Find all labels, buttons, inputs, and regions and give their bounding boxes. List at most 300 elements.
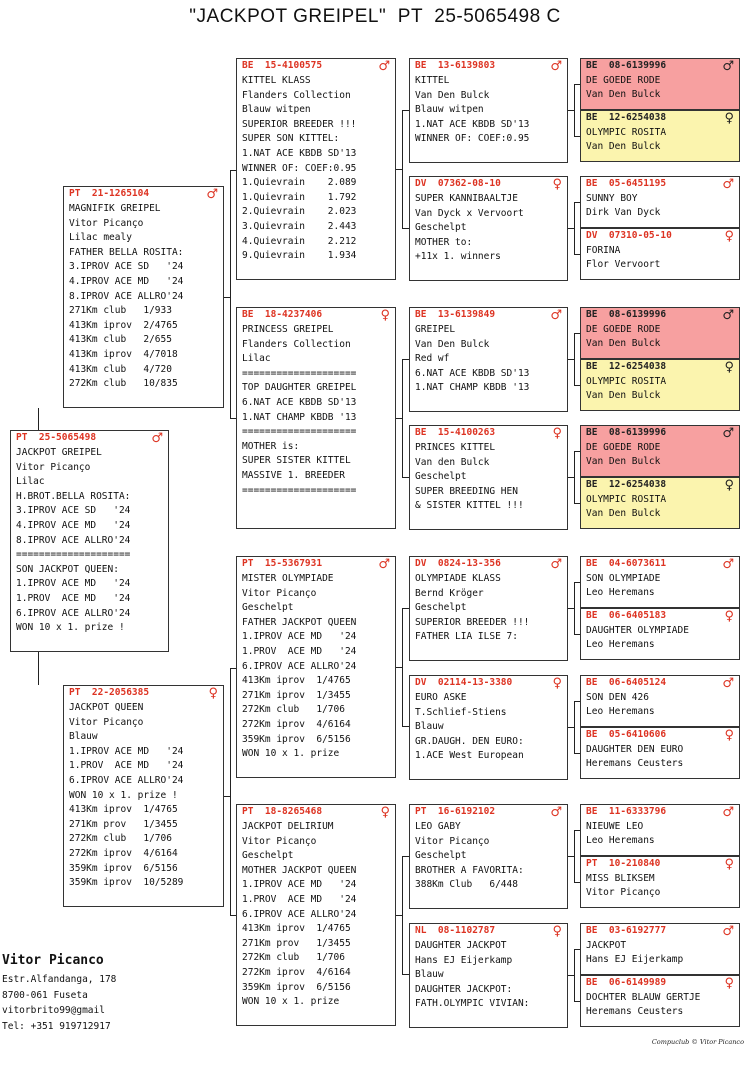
bird-info-line: Dirk Van Dyck xyxy=(586,207,661,218)
bird-card-g1 xyxy=(580,58,740,110)
male-symbol-icon: ♂ xyxy=(550,557,562,572)
bird-info-line: SUPER SISTER KITTEL xyxy=(242,455,351,467)
bird-name: DE GOEDE RODE xyxy=(586,442,661,453)
bird-info-line: ==================== xyxy=(242,426,357,438)
bird-info-line: SUPERIOR BREEDER !!! xyxy=(415,616,530,628)
female-symbol-icon: ♀ xyxy=(724,857,734,872)
ring-number: BE 13-6139849 xyxy=(415,309,496,321)
card-header xyxy=(410,59,567,74)
ring-number: BE 11-6333796 xyxy=(586,806,667,818)
bird-info-line: 2.Quievrain 2.023 xyxy=(242,206,357,218)
bird-info-line: Vitor Picanço xyxy=(242,835,317,847)
male-symbol-icon: ♂ xyxy=(722,426,734,441)
female-symbol-icon: ♀ xyxy=(724,976,734,991)
connector-line xyxy=(402,110,403,229)
bird-card-g15 xyxy=(580,923,740,975)
connector-line xyxy=(574,254,580,255)
ring-number: BE 12-6254038 xyxy=(586,361,667,373)
ring-number: BE 13-6139803 xyxy=(415,60,496,72)
female-symbol-icon: ♀ xyxy=(724,478,734,493)
card-header xyxy=(581,609,739,624)
bird-info-line: 359Km iprov 10/5289 xyxy=(69,877,184,889)
bird-info-line: WINNER OF: COEF:0.95 xyxy=(242,162,357,174)
bird-info-line: 4.IPROV ACE MD '24 xyxy=(16,519,131,531)
male-symbol-icon: ♂ xyxy=(378,557,390,572)
connector-line xyxy=(402,608,409,609)
card-header xyxy=(581,308,739,323)
female-symbol-icon: ♀ xyxy=(724,728,734,743)
bird-info-line: Flanders Collection xyxy=(242,89,351,101)
ring-number: BE 06-6405124 xyxy=(586,677,667,689)
connector-line xyxy=(402,110,409,111)
bird-info-line: Van Den Bulck xyxy=(586,390,661,401)
female-symbol-icon: ♀ xyxy=(552,676,562,691)
bird-info-line: 272Km club 1/706 xyxy=(69,833,172,845)
bird-info-line: SON JACKPOT QUEEN: xyxy=(16,563,119,575)
bird-card-g13 xyxy=(580,804,740,856)
bird-info-line: 6.NAT ACE KBDB SD'13 xyxy=(415,367,530,379)
bird-card-g9 xyxy=(580,556,740,608)
bird-name: MISS BLIKSEM xyxy=(586,873,655,884)
bird-info-line: 413Km iprov 2/4765 xyxy=(69,319,178,331)
female-symbol-icon: ♀ xyxy=(724,111,734,126)
bird-name: PRINCESS GREIPEL xyxy=(242,324,334,335)
card-header xyxy=(410,924,567,939)
bird-info-line: ==================== xyxy=(242,484,357,496)
connector-line xyxy=(574,830,575,883)
connector-line xyxy=(402,477,409,478)
bird-name: EURO ASKE xyxy=(415,692,467,703)
bird-info-line: 271Km club 1/933 xyxy=(69,305,172,317)
connector-line xyxy=(402,608,403,727)
bird-name: LEO GABY xyxy=(415,821,461,832)
bird-info-line: 271Km prov 1/3455 xyxy=(242,937,351,949)
bird-name: DAUGHTER JACKPOT xyxy=(415,940,507,951)
ring-number: DV 02114-13-3380 xyxy=(415,677,513,689)
connector-line xyxy=(402,974,409,975)
bird-info-line: 271Km prov 1/3455 xyxy=(69,818,178,830)
male-symbol-icon: ♂ xyxy=(550,308,562,323)
ring-number: PT 25-5065498 xyxy=(16,432,97,444)
bird-info-line: T.Schlief-Stiens xyxy=(415,706,507,718)
ring-number: DV 07310-05-10 xyxy=(586,230,672,242)
bird-info-line: 1.IPROV ACE MD '24 xyxy=(242,879,357,891)
bird-card-g6 xyxy=(580,359,740,411)
bird-info-line: 1.PROV ACE MD '24 xyxy=(16,592,131,604)
connector-line xyxy=(574,701,575,754)
bird-info-line: Vitor Picanço xyxy=(242,587,317,599)
card-header xyxy=(237,59,395,74)
bird-info-line: 413Km club 4/720 xyxy=(69,363,172,375)
connector-line xyxy=(574,949,580,950)
connector-line xyxy=(230,170,231,419)
bird-info-line: Van Dyck x Vervoort xyxy=(415,207,524,219)
female-symbol-icon: ♀ xyxy=(724,229,734,244)
bird-info-line: Blauw witpen xyxy=(242,104,311,116)
card-header xyxy=(581,976,739,991)
bird-card-g11 xyxy=(580,675,740,727)
bird-info-line: Bernd Kröger xyxy=(415,587,484,599)
bird-info-line: Van Den Bulck xyxy=(586,508,661,519)
ring-number: PT 16-6192102 xyxy=(415,806,496,818)
bird-info-line: GR.DAUGH. DEN EURO: xyxy=(415,735,524,747)
bird-info-line: DAUGHTER JACKPOT: xyxy=(415,983,513,995)
bird-info-line: WINNER OF: COEF:0.95 xyxy=(415,133,530,145)
connector-line xyxy=(402,359,403,478)
bird-info-line: Geschelpt xyxy=(415,222,467,234)
bird-name: DE GOEDE RODE xyxy=(586,324,661,335)
bird-info-line: 8.IPROV ACE ALLRO'24 xyxy=(69,290,184,302)
ring-number: BE 08-6139996 xyxy=(586,309,667,321)
bird-info-line: Van Den Bulck xyxy=(586,456,661,467)
ring-number: BE 03-6192777 xyxy=(586,925,667,937)
bird-info-line: Vitor Picanço xyxy=(69,217,144,229)
bird-info-line: 6.NAT ACE KBDB SD'13 xyxy=(242,396,357,408)
card-header xyxy=(581,111,739,126)
bird-info-line: 4.IPROV ACE MD '24 xyxy=(69,275,184,287)
bird-card-ds xyxy=(236,556,396,778)
card-header xyxy=(581,229,739,244)
ring-number: PT 22-2056385 xyxy=(69,687,150,699)
bird-info-line: Lilac mealy xyxy=(69,232,132,244)
connector-line xyxy=(574,1001,580,1002)
bird-info-line: Lilac xyxy=(242,353,271,365)
male-symbol-icon: ♂ xyxy=(151,431,163,446)
card-header xyxy=(581,360,739,375)
ring-number: BE 12-6254038 xyxy=(586,479,667,491)
ring-number: BE 08-6139996 xyxy=(586,60,667,72)
bird-info-line: 1.NAT CHAMP KBDB '13 xyxy=(415,382,530,394)
bird-name: SON DEN 426 xyxy=(586,692,649,703)
bird-info-line: 359Km iprov 6/5156 xyxy=(69,862,178,874)
bird-info-line: 413Km iprov 4/7018 xyxy=(69,348,178,360)
card-header xyxy=(410,426,567,441)
bird-info-line: Van Den Bulck xyxy=(586,141,661,152)
bird-card-g7 xyxy=(580,425,740,477)
ring-number: BE 12-6254038 xyxy=(586,112,667,124)
owner-email: vitorbrito99@gmail xyxy=(2,1005,105,1016)
card-header xyxy=(64,686,223,701)
male-symbol-icon: ♂ xyxy=(550,805,562,820)
bird-name: KITTEL KLASS xyxy=(242,75,311,86)
ring-number: PT 15-5367931 xyxy=(242,558,323,570)
bird-info-line: SUPER SON KITTEL: xyxy=(242,133,340,145)
bird-card-sss xyxy=(409,58,568,163)
bird-info-line: WON 10 x 1. prize ! xyxy=(69,789,178,801)
bird-info-line: ==================== xyxy=(242,367,357,379)
owner-address-line: 8700-061 Fuseta xyxy=(2,989,88,1001)
male-symbol-icon: ♂ xyxy=(206,187,218,202)
ring-number: NL 08-1102787 xyxy=(415,925,496,937)
ring-number: PT 18-8265468 xyxy=(242,806,323,818)
bird-info-line: Leo Heremans xyxy=(586,706,655,717)
card-header xyxy=(581,59,739,74)
bird-info-line: 6.IPROV ACE ALLRO'24 xyxy=(69,774,184,786)
bird-info-line: SUPERIOR BREEDER !!! xyxy=(242,118,357,130)
connector-line xyxy=(402,726,409,727)
bird-info-line: 6.IPROV ACE ALLRO'24 xyxy=(242,660,357,672)
female-symbol-icon: ♀ xyxy=(724,360,734,375)
male-symbol-icon: ♂ xyxy=(722,676,734,691)
bird-card-ssd xyxy=(409,176,568,281)
bird-info-line: 1.NAT CHAMP KBDB '13 xyxy=(242,411,357,423)
connector-line xyxy=(230,668,236,669)
ring-number: PT 21-1265104 xyxy=(69,188,150,200)
bird-info-line: 388Km Club 6/448 xyxy=(415,879,518,891)
connector-line xyxy=(574,830,580,831)
bird-info-line: 1.IPROV ACE MD '24 xyxy=(69,745,184,757)
female-symbol-icon: ♀ xyxy=(380,308,390,323)
connector-line xyxy=(402,228,409,229)
bird-info-line: Leo Heremans xyxy=(586,835,655,846)
bird-info-line: 6.IPROV ACE ALLRO'24 xyxy=(16,607,131,619)
connector-line xyxy=(574,882,580,883)
bird-name: OLYMPIC ROSITA xyxy=(586,376,667,387)
bird-card-dd xyxy=(236,804,396,1026)
bird-info-line: 3.Quievrain 2.443 xyxy=(242,220,357,232)
male-symbol-icon: ♂ xyxy=(722,177,734,192)
bird-info-line: WON 10 x 1. prize xyxy=(242,748,340,760)
bird-info-line: Van den Bulck xyxy=(415,456,490,468)
bird-card-dsd xyxy=(409,675,568,780)
bird-name: JACKPOT QUEEN xyxy=(69,702,144,713)
card-header xyxy=(410,177,567,192)
bird-info-line: MOTHER to: xyxy=(415,236,473,248)
connector-line xyxy=(574,202,575,255)
bird-card-dss xyxy=(409,556,568,661)
bird-card-g16 xyxy=(580,975,740,1027)
bird-name: KITTEL xyxy=(415,75,450,86)
bird-info-line: Geschelpt xyxy=(415,471,467,483)
bird-info-line: Vitor Picanço xyxy=(16,461,91,473)
connector-line xyxy=(402,856,409,857)
bird-info-line: 1.Quievrain 2.089 xyxy=(242,177,357,189)
card-header xyxy=(237,805,395,820)
bird-info-line: 1.PROV ACE MD '24 xyxy=(69,760,184,772)
card-header xyxy=(581,557,739,572)
bird-info-line: Vitor Picanço xyxy=(415,835,490,847)
bird-card-g14 xyxy=(580,856,740,908)
bird-info-line: Leo Heremans xyxy=(586,587,655,598)
connector-line xyxy=(574,202,580,203)
ring-number: BE 15-4100263 xyxy=(415,427,496,439)
connector-line xyxy=(402,359,409,360)
card-header xyxy=(237,308,395,323)
bird-info-line: Blauw witpen xyxy=(415,104,484,116)
owner-name: Vitor Picanco xyxy=(2,953,104,968)
card-header xyxy=(237,557,395,572)
bird-info-line: SUPER BREEDING HEN xyxy=(415,485,518,497)
connector-line xyxy=(230,668,231,916)
bird-info-line: Vitor Picanço xyxy=(69,716,144,728)
ring-number: BE 08-6139996 xyxy=(586,427,667,439)
connector-line xyxy=(574,385,580,386)
connector-line xyxy=(574,333,580,334)
female-symbol-icon: ♀ xyxy=(552,426,562,441)
bird-info-line: Blauw xyxy=(415,721,444,733)
bird-card-sds xyxy=(409,307,568,412)
bird-info-line: Hans EJ Eijerkamp xyxy=(415,954,513,966)
bird-name: DAUGHTER DEN EURO xyxy=(586,744,684,755)
bird-card-dam xyxy=(63,685,224,907)
bird-info-line: Geschelpt xyxy=(242,602,294,614)
bird-info-line: 6.IPROV ACE ALLRO'24 xyxy=(242,908,357,920)
bird-info-line: 271Km iprov 1/3455 xyxy=(242,689,351,701)
connector-line xyxy=(230,418,236,419)
card-header xyxy=(581,177,739,192)
bird-info-line: 1.NAT ACE KBDB SD'13 xyxy=(415,118,530,130)
connector-line xyxy=(574,582,580,583)
footer-credit: Compuclub © Vitor Picanco xyxy=(651,1038,744,1046)
card-header xyxy=(581,728,739,743)
bird-info-line: FATHER BELLA ROSITA: xyxy=(69,246,184,258)
bird-name: SON OLYMPIADE xyxy=(586,573,661,584)
male-symbol-icon: ♂ xyxy=(722,308,734,323)
bird-info-line: 272Km iprov 4/6164 xyxy=(242,966,351,978)
female-symbol-icon: ♀ xyxy=(380,805,390,820)
bird-name: NIEUWE LEO xyxy=(586,821,644,832)
ring-number: DV 07362-08-10 xyxy=(415,178,501,190)
bird-info-line: Van Den Bulck xyxy=(586,89,661,100)
bird-info-line: Lilac xyxy=(16,476,45,488)
bird-info-line: Flor Vervoort xyxy=(586,259,661,270)
bird-info-line: 359Km iprov 6/5156 xyxy=(242,733,351,745)
bird-card-sd xyxy=(236,307,396,529)
bird-name: MAGNIFIK GREIPEL xyxy=(69,203,161,214)
bird-card-g4 xyxy=(580,228,740,280)
female-symbol-icon: ♀ xyxy=(724,609,734,624)
bird-info-line: Red wf xyxy=(415,353,450,365)
female-symbol-icon: ♀ xyxy=(552,177,562,192)
ring-number: DV 0824-13-356 xyxy=(415,558,501,570)
male-symbol-icon: ♂ xyxy=(722,805,734,820)
bird-info-line: Hans EJ Eijerkamp xyxy=(586,954,684,965)
bird-info-line: Van Den Bulck xyxy=(415,338,490,350)
bird-info-line: MOTHER JACKPOT QUEEN xyxy=(242,864,357,876)
bird-info-line: H.BROT.BELLA ROSITA: xyxy=(16,490,131,502)
bird-card-g3 xyxy=(580,176,740,228)
connector-line xyxy=(574,136,580,137)
owner-address-line: Estr.Alfandanga, 178 xyxy=(2,974,117,985)
bird-info-line: Van Den Bulck xyxy=(586,338,661,349)
connector-line xyxy=(574,333,575,386)
bird-info-line: 272Km club 1/706 xyxy=(242,952,345,964)
bird-name: FORINA xyxy=(586,245,621,256)
connector-line xyxy=(574,451,580,452)
male-symbol-icon: ♂ xyxy=(722,557,734,572)
bird-name: DE GOEDE RODE xyxy=(586,75,661,86)
ring-number: BE 06-6149989 xyxy=(586,977,667,989)
ring-number: BE 05-6451195 xyxy=(586,178,667,190)
bird-info-line: 272Km club 10/835 xyxy=(69,378,178,390)
connector-line xyxy=(574,949,575,1002)
card-header xyxy=(581,857,739,872)
bird-info-line: 1.Quievrain 1.792 xyxy=(242,191,357,203)
bird-info-line: 1.IPROV ACE MD '24 xyxy=(16,578,131,590)
card-header xyxy=(581,478,739,493)
card-header xyxy=(581,805,739,820)
bird-card-g8 xyxy=(580,477,740,529)
ring-number: PT 10-210840 xyxy=(586,858,661,870)
ring-number: BE 04-6073611 xyxy=(586,558,667,570)
bird-info-line: 413Km iprov 1/4765 xyxy=(242,923,351,935)
connector-line xyxy=(574,634,580,635)
card-header xyxy=(410,676,567,691)
ring-number: BE 06-6405183 xyxy=(586,610,667,622)
connector-line xyxy=(574,753,580,754)
bird-card-g2 xyxy=(580,110,740,162)
bird-card-dds xyxy=(409,804,568,909)
bird-card-g10 xyxy=(580,608,740,660)
owner-phone: Tel: +351 919712917 xyxy=(2,1020,111,1032)
connector-line xyxy=(574,84,580,85)
card-header xyxy=(410,557,567,572)
page-title: "JACKPOT GREIPEL" PT 25-5065498 C xyxy=(189,6,561,27)
bird-card-ss xyxy=(236,58,396,280)
connector-line xyxy=(574,503,580,504)
bird-info-line: Geschelpt xyxy=(242,850,294,862)
male-symbol-icon: ♂ xyxy=(722,924,734,939)
bird-info-line: Blauw xyxy=(69,731,98,743)
connector-line xyxy=(574,451,575,504)
bird-name: JACKPOT xyxy=(586,940,627,951)
male-symbol-icon: ♂ xyxy=(722,59,734,74)
bird-info-line: 8.IPROV ACE ALLRO'24 xyxy=(16,534,131,546)
bird-info-line: 359Km iprov 6/5156 xyxy=(242,981,351,993)
bird-info-line: MASSIVE 1. BREEDER xyxy=(242,469,345,481)
bird-info-line: Leo Heremans xyxy=(586,639,655,650)
bird-info-line: Blauw xyxy=(415,969,444,981)
bird-info-line: 1.ACE West European xyxy=(415,750,524,762)
connector-line xyxy=(574,582,575,635)
connector-line xyxy=(230,170,236,171)
bird-card-ddd xyxy=(409,923,568,1028)
bird-info-line: Heremans Ceusters xyxy=(586,1006,684,1017)
bird-name: DAUGHTER OLYMPIADE xyxy=(586,625,689,636)
connector-line xyxy=(230,915,236,916)
bird-info-line: BROTHER A FAVORITA: xyxy=(415,864,524,876)
male-symbol-icon: ♂ xyxy=(378,59,390,74)
connector-line xyxy=(574,84,575,137)
female-symbol-icon: ♀ xyxy=(208,686,218,701)
bird-info-line: 1.IPROV ACE MD '24 xyxy=(242,631,357,643)
bird-info-line: & SISTER KITTEL !!! xyxy=(415,500,524,512)
bird-info-line: Geschelpt xyxy=(415,602,467,614)
bird-info-line: FATHER LIA ILSE 7: xyxy=(415,631,518,643)
bird-card-g12 xyxy=(580,727,740,779)
bird-info-line: 413Km club 2/655 xyxy=(69,334,172,346)
bird-name: MISTER OLYMPIADE xyxy=(242,573,334,584)
card-header xyxy=(581,676,739,691)
connector-line xyxy=(38,408,39,430)
bird-info-line: 272Km iprov 4/6164 xyxy=(242,718,351,730)
bird-name: OLYMPIC ROSITA xyxy=(586,127,667,138)
bird-info-line: 272Km iprov 4/6164 xyxy=(69,847,178,859)
bird-info-line: TOP DAUGHTER GREIPEL xyxy=(242,382,357,394)
bird-name: PRINCES KITTEL xyxy=(415,442,496,453)
card-header xyxy=(64,187,223,202)
card-header xyxy=(410,308,567,323)
card-header xyxy=(581,924,739,939)
bird-info-line: 413Km iprov 1/4765 xyxy=(242,675,351,687)
bird-info-line: 1.NAT ACE KBDB SD'13 xyxy=(242,147,357,159)
bird-info-line: 1.PROV ACE MD '24 xyxy=(242,893,357,905)
bird-info-line: WON 10 x 1. prize ! xyxy=(16,622,125,634)
bird-info-line: 3.IPROV ACE SD '24 xyxy=(16,505,131,517)
bird-name: JACKPOT GREIPEL xyxy=(16,447,102,458)
bird-info-line: 1.PROV ACE MD '24 xyxy=(242,645,357,657)
bird-info-line: FATHER JACKPOT QUEEN xyxy=(242,616,357,628)
